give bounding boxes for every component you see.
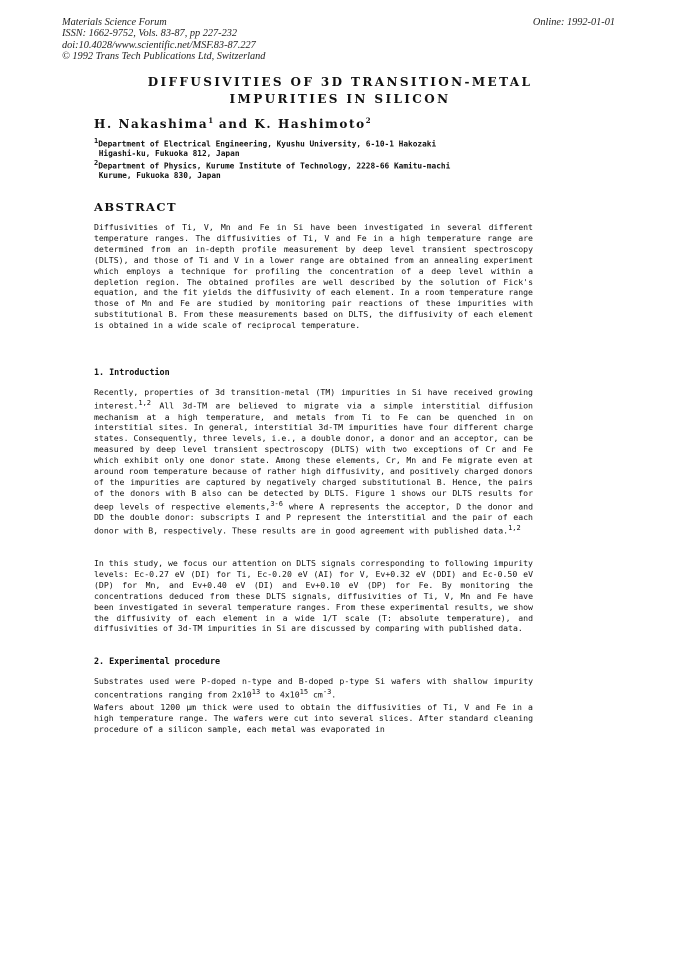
exp-p1-text-a: Substrates used were P-doped n-type and B-doped p-type Si wafers with shallow impurity concentrations ranging from 2x10 [94, 676, 533, 700]
exp-p1-text-b: to 4x10 [260, 689, 300, 700]
experimental-paragraph-1 [94, 676, 533, 701]
affiliations [94, 137, 450, 181]
paper-title [70, 74, 610, 108]
journal-name: Materials Science Forum [62, 17, 167, 28]
affiliation-1-line-2: Higashi-ku, Fukuoka 812, Japan [94, 149, 240, 159]
title-line-2: IMPURITIES IN SILICON [229, 92, 451, 106]
author-2-mark: 2 [365, 116, 371, 125]
journal-header [62, 17, 265, 63]
intro-p1-text-b: All 3d-TM are believed to migrate via a simple interstitial diffusion mechanism at a high temperature, and metals from Ti to Fe can be quenched in on interstitial sites. In general, interstitial 3d-TM impurities have four different charge states. Consequently, three levels, i.e., a double donor, a donor and an acceptor, can be measured by deep level transient spectroscopy (DLTS) with two exceptions of Cr and Fe which exhibit only one donor state. Among these elements, Cr, Mn and Fe migrate even at around room temperature because of rather high diffusivity, and positively charged donors of the impurities are captured by negatively charged substitutional B. Hence, the pairs of the donors with B also can be detected by DLTS. Figure 1 shows our DLTS results for deep levels of respective elements, [94, 400, 533, 512]
exp-p1-exponent-1: 13 [251, 687, 261, 696]
intro-paragraph-2: In this study, we focus our attention on DLTS signals corresponding to following impurity levels: Ec-0.27 eV (DI) for Ti, Ec-0.20 eV (AI) for V, Ev+0.32 eV (DDI) and Ec-0.50 eV (DP) for Mn, and Ev+0.40 eV (DI) and Ev+0.10 eV (DP) for Fe. By monitoring the concentrations deduced from these DLTS signals, diffusivities of Ti, V, Mn and Fe have been investigated in several temperature ranges. From these experimental results, we show the diffusivity of each element in a wide 1/T scale (T: absolute temperature), and diffusivities of 3d-TM impurities in Si are discussed by comparing with published data. [94, 558, 533, 634]
affiliation-1 [94, 137, 450, 149]
intro-p1-citation-2: 3-6 [270, 499, 283, 508]
abstract-text: Diffusivities of Ti, V, Mn and Fe in Si have been investigated in several different temperature ranges. The diffusivities of Ti, V and Fe in a high temperature range are determined from an in-depth profile measurement by deep level transient spectroscopy (DLTS), and those of Ti and V in a lower range are obtained from an annealing experiment which employs a technique for profiling the concentration of a deep level within a depletion region. The obtained profiles are well described by the solution of Fick's equation, and the fit yields the diffusivity of each element. In a room temperature range those of Mn and Fe are studied by monitoring pair reactions of these impurities with substitutional B. From these measurements based on DLTS, the diffusivity of each element is obtained in a wide scale of reciprocal temperature. [94, 222, 533, 331]
author-list [94, 116, 371, 131]
author-conjunction: and [218, 117, 249, 131]
intro-p1-text-c: where A represents the acceptor, D the donor and DD the double donor: subscripts I and P represent the interstitial and the pair of each donor with B, respectively. These results are in good agreement with published data. [94, 501, 533, 537]
author-2-name: K. Hashimoto [254, 117, 366, 131]
online-date: Online: 1992-01-01 [532, 17, 615, 28]
abstract-heading: ABSTRACT [94, 200, 177, 214]
intro-p1-citation-1: 1,2 [138, 398, 152, 407]
affiliation-2-line-2: Kurume, Fukuoka 830, Japan [94, 170, 221, 180]
author-1-name: H. Nakashima [94, 117, 209, 131]
affiliation-2-line-1: Department of Physics, Kurume Institute of Technology, 2228-66 Kamitu-machi [98, 161, 451, 171]
journal-doi: doi:10.4028/www.scientific.net/MSF.83-87.227 [62, 39, 256, 51]
exp-p1-exponent-3: -3 [322, 687, 332, 696]
author-1-mark: 1 [208, 116, 214, 125]
affiliation-1-line-1: Department of Electrical Engineering, Kyushu University, 6-10-1 Hakozaki [98, 139, 437, 149]
journal-copyright: © 1992 Trans Tech Publications Ltd, Switzerland [62, 51, 266, 63]
intro-p1-text-a: Recently, properties of 3d transition-metal (TM) impurities in Si have received growing interest. [94, 387, 533, 411]
affiliation-2 [94, 159, 450, 171]
title-line-1: DIFFUSIVITIES OF 3D TRANSITION-METAL [147, 75, 533, 89]
intro-paragraph-1 [94, 387, 533, 537]
section-heading-experimental: 2. Experimental procedure [94, 656, 221, 666]
exp-p1-text-d: . [331, 689, 337, 700]
intro-p1-citation-3: 1,2 [508, 524, 521, 533]
exp-p1-text-c: cm [308, 689, 323, 700]
exp-p1-exponent-2: 15 [299, 687, 309, 696]
experimental-paragraph-2: Wafers about 1200 μm thick were used to obtain the diffusivities of Ti, V and Fe in a high temperature range. The wafers were cut into several slices. After standard cleaning procedure of a silicon sample, each metal was evaporated in [94, 702, 533, 734]
section-heading-introduction: 1. Introduction [94, 367, 170, 377]
affiliation-1-mark: 1 [94, 137, 99, 145]
journal-issn: ISSN: 1662-9752, Vols. 83-87, pp 227-232 [62, 28, 238, 40]
affiliation-2-mark: 2 [94, 158, 99, 167]
